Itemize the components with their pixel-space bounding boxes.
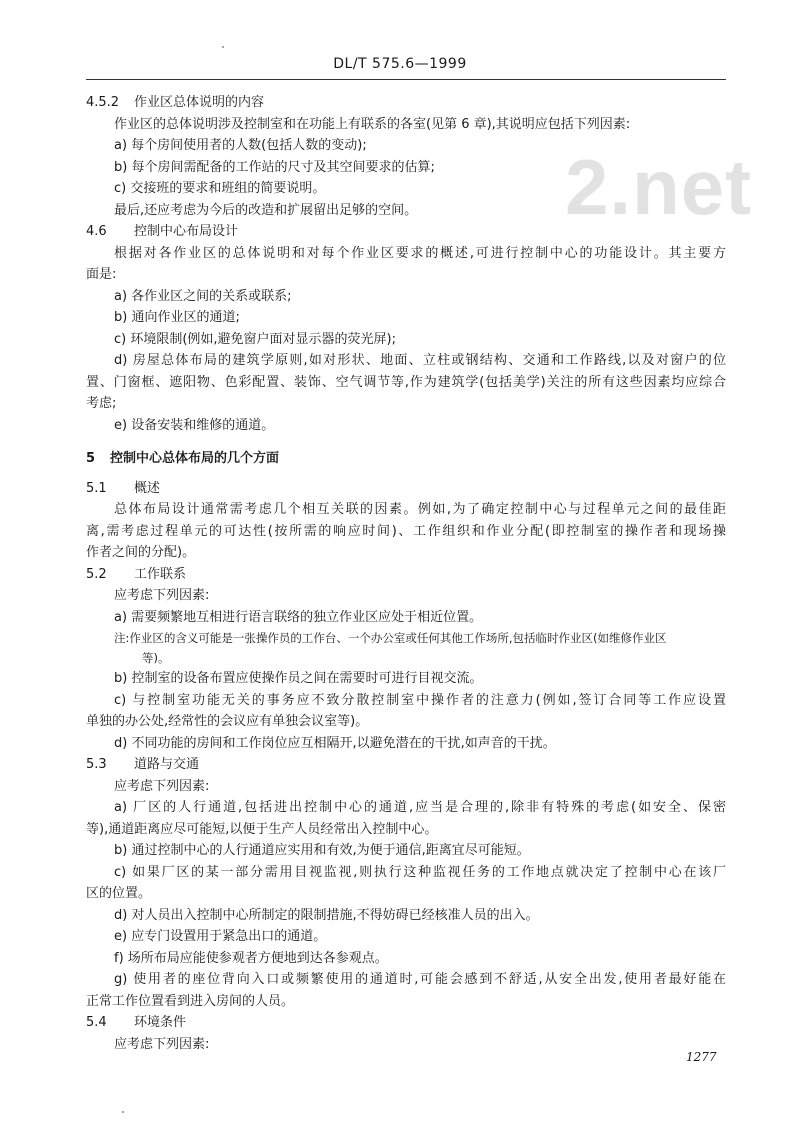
paragraph-line: 最后,还应考虑为今后的改造和扩展留出足够的空间。 [114,202,418,218]
heading-5-4 [86,1012,726,1034]
paragraph-line: 根据对各作业区的总体说明和对每个作业区要求的概述,可进行控制中心的功能设计。其主要方 [114,245,726,261]
heading-5-2 [86,564,726,586]
heading-text: 环境条件 [134,1015,187,1030]
heading-number: 5.4 [86,1015,107,1030]
note-line: 等)。 [142,651,170,665]
paragraph-line: 应考虑下列因素: [114,588,210,603]
heading-text: 道路与交通 [134,757,200,772]
paragraph-line: 考虑; [86,396,117,411]
list-item: e) 应专门设置用于紧急出口的通道。 [114,929,327,944]
list-item: f) 场所布局应能使参观者方便地到达各参观点。 [114,950,388,966]
heading-number: 5 [86,451,96,466]
heading-4-5-2 [86,92,726,114]
list-item: d) 不同功能的房间和工作岗位应互相隔开,以避免潜在的干扰,如声音的干扰。 [114,735,556,751]
list-item: b) 通向作业区的通道; [114,310,240,325]
list-item: d) 对人员出入控制中心所制定的限制措施,不得妨碍已经核准人员的出入。 [114,907,539,923]
heading-5 [86,448,726,470]
list-item: b) 通过控制中心的人行通道应实用和有效,为便于通信,距离宜尽可能短。 [114,843,530,858]
list-item: c) 与控制室功能无关的事务应不致分散控制室中操作者的注意力(例如,签订合同等工作应设置 [114,692,726,708]
list-item: b) 每个房间需配备的工作站的尺寸及其空间要求的估算; [114,159,435,175]
list-item: g) 使用者的座位背向入口或频繁使用的通道时,可能会感到不舒适,从安全出发,使用者最好能在 [114,972,726,987]
note-line: 注:作业区的含义可能是一张操作员的工作台、一个办公室或任何其他工作场所,包括临时作业区(如维修作业区 [114,631,667,645]
paragraph-line: 单独的办公处,经常性的会议应有单独会议室等)。 [86,714,369,729]
heading-text: 作业区总体说明的内容 [134,95,265,110]
list-item: d) 房屋总体布局的建筑学原则,如对形状、地面、立柱或钢结构、交通和工作路线,以及对窗户的位 [114,353,726,368]
watermark: 2.net [565,143,753,231]
paragraph-line: 区的位置。 [86,886,152,901]
heading-number: 5.3 [86,757,107,772]
heading-5-1 [86,478,726,500]
heading-number: 5.1 [86,480,107,496]
paragraph-line: 正常工作位置看到进入房间的人员。 [86,993,295,1009]
heading-number: 4.5.2 [86,95,120,110]
paragraph-line: 面是: [86,267,117,282]
paragraph-line: 作业区的总体说明涉及控制室和在功能上有联系的各室(见第 6 章),其说明应包括下列因素: [114,116,631,132]
scan-speck [222,46,224,48]
paragraph-line: 总体布局设计通常需考虑几个相互关联的因素。例如,为了确定控制中心与过程单元之间的最佳距 [114,502,726,517]
list-item: c) 环境限制(例如,避免窗户面对显示器的荧光屏); [114,331,397,347]
paragraph-line: 离,需考虑过程单元的可达性(按所需的响应时间)、工作组织和作业分配(即控制室的操作者和现场操 [86,523,726,539]
list-item: a) 每个房间使用者的人数(包括人数的变动); [114,138,367,153]
heading-4-6 [86,221,726,243]
list-item: e) 设备安装和维修的通道。 [114,417,275,433]
list-item: a) 各作业区之间的关系或联系; [114,288,292,304]
list-item: a) 厂区的人行通道,包括进出控制中心的通道,应当是合理的,除非有特殊的考虑(如安全、保密 [114,800,726,815]
list-item: c) 如果厂区的某一部分需用目视监视,则执行这种监视任务的工作地点就决定了控制中心在该厂 [114,864,726,880]
heading-number: 5.2 [86,566,107,582]
scan-speck [122,1111,124,1113]
list-item: a) 需要频繁地互相进行语言联络的独立作业区应处于相近位置。 [114,609,483,625]
paragraph-line: 等),通道距离应尽可能短,以便于生产人员经常出入控制中心。 [86,821,438,837]
paragraph-line: 应考虑下列因素: [114,1036,210,1052]
header-rule [86,79,726,80]
heading-text: 概述 [134,480,161,496]
page-number: 1277 [686,1050,717,1064]
heading-text: 控制中心布局设计 [134,224,239,239]
list-item: b) 控制室的设备布置应使操作员之间在需要时可进行目视交流。 [114,671,483,686]
paragraph-line: 应考虑下列因素: [114,778,210,794]
heading-text: 工作联系 [134,566,187,582]
list-item: c) 交接班的要求和班组的简要说明。 [114,181,326,196]
page-header: DL/T 575.6—1999 [333,56,467,72]
heading-5-3 [86,754,726,776]
heading-number: 4.6 [86,224,107,239]
document-body [86,92,726,1055]
paragraph-line: 作者之间的分配)。 [86,545,196,560]
paragraph-line: 置、门窗框、遮阳物、色彩配置、装饰、空气调节等,作为建筑学(包括美学)关注的所有这些因素均应综合 [86,374,726,390]
heading-text: 控制中心总体布局的几个方面 [110,451,280,466]
